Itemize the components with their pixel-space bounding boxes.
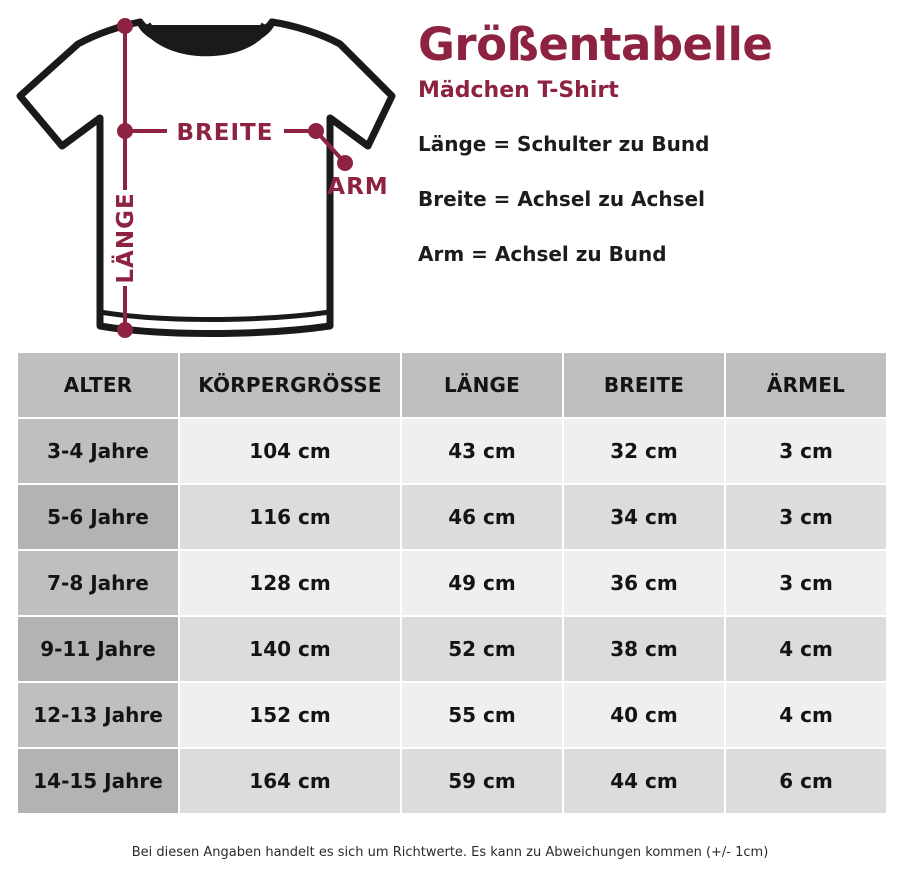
footnote: Bei diesen Angaben handelt es sich um Richtwerte. Es kann zu Abweichungen kommen (+/- 1cm) bbox=[131, 845, 769, 860]
tshirt-diagram bbox=[0, 0, 410, 345]
table-row bbox=[18, 419, 886, 483]
cell-aermel: 3 cm bbox=[726, 419, 886, 483]
legend-item-laenge: Länge = Schulter zu Bund bbox=[418, 132, 710, 156]
header-block bbox=[418, 18, 888, 266]
cell-laenge: 59 cm bbox=[402, 749, 562, 813]
table-row bbox=[18, 683, 886, 747]
cell-breite: 44 cm bbox=[564, 749, 724, 813]
cell-alter: 5-6 Jahre bbox=[18, 485, 178, 549]
cell-koerpergroesse: 116 cm bbox=[180, 485, 400, 549]
cell-breite: 38 cm bbox=[564, 617, 724, 681]
top-section bbox=[0, 0, 900, 345]
table-row bbox=[18, 749, 886, 813]
label-breite: BREITE bbox=[176, 120, 274, 146]
label-laenge: LÄNGE bbox=[113, 192, 139, 284]
tshirt-illustration-svg bbox=[0, 0, 410, 345]
label-arm: ARM bbox=[327, 174, 389, 200]
cell-laenge: 55 cm bbox=[402, 683, 562, 747]
cell-alter: 7-8 Jahre bbox=[18, 551, 178, 615]
cell-breite: 36 cm bbox=[564, 551, 724, 615]
column-header-laenge: LÄNGE bbox=[402, 353, 562, 417]
cell-laenge: 52 cm bbox=[402, 617, 562, 681]
cell-alter: 14-15 Jahre bbox=[18, 749, 178, 813]
legend-item-breite: Breite = Achsel zu Achsel bbox=[418, 187, 705, 211]
cell-aermel: 3 cm bbox=[726, 551, 886, 615]
table-header-row bbox=[18, 353, 886, 417]
page-subtitle: Mädchen T-Shirt bbox=[418, 78, 619, 103]
cell-laenge: 46 cm bbox=[402, 485, 562, 549]
column-header-alter: ALTER bbox=[18, 353, 178, 417]
cell-koerpergroesse: 164 cm bbox=[180, 749, 400, 813]
table-row bbox=[18, 617, 886, 681]
cell-aermel: 4 cm bbox=[726, 683, 886, 747]
cell-aermel: 6 cm bbox=[726, 749, 886, 813]
column-header-aermel: ÄRMEL bbox=[726, 353, 886, 417]
cell-aermel: 3 cm bbox=[726, 485, 886, 549]
size-table bbox=[16, 351, 888, 815]
cell-laenge: 49 cm bbox=[402, 551, 562, 615]
column-header-breite: BREITE bbox=[564, 353, 724, 417]
page-title: Größentabelle bbox=[418, 18, 773, 71]
size-table-wrap bbox=[16, 351, 884, 815]
legend-block bbox=[418, 132, 888, 266]
cell-aermel: 4 cm bbox=[726, 617, 886, 681]
cell-breite: 34 cm bbox=[564, 485, 724, 549]
cell-koerpergroesse: 140 cm bbox=[180, 617, 400, 681]
table-row bbox=[18, 485, 886, 549]
table-row bbox=[18, 551, 886, 615]
cell-alter: 9-11 Jahre bbox=[18, 617, 178, 681]
cell-koerpergroesse: 104 cm bbox=[180, 419, 400, 483]
cell-laenge: 43 cm bbox=[402, 419, 562, 483]
cell-koerpergroesse: 152 cm bbox=[180, 683, 400, 747]
cell-alter: 12-13 Jahre bbox=[18, 683, 178, 747]
legend-item-arm: Arm = Achsel zu Bund bbox=[418, 242, 667, 266]
cell-alter: 3-4 Jahre bbox=[18, 419, 178, 483]
cell-koerpergroesse: 128 cm bbox=[180, 551, 400, 615]
cell-breite: 32 cm bbox=[564, 419, 724, 483]
cell-breite: 40 cm bbox=[564, 683, 724, 747]
column-header-koerpergroesse: KÖRPERGRÖSSE bbox=[180, 353, 400, 417]
